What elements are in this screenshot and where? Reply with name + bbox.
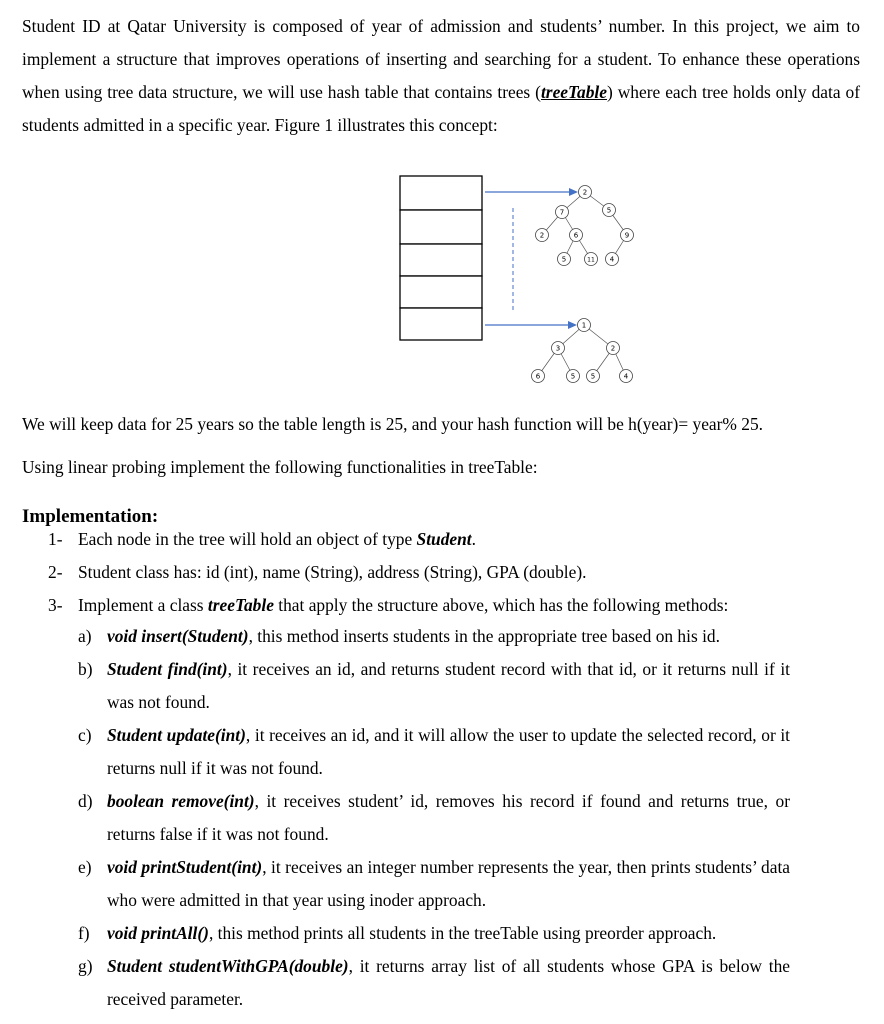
list-item-3: 3- Implement a class treeTable that apply the structure above, which has the following methods: (48, 595, 729, 615)
table-slot-3 (400, 244, 482, 276)
tree2-label-l: 3 (555, 344, 561, 353)
tree1-label-r: 5 (606, 206, 612, 215)
tree1-label-rr: 9 (624, 231, 630, 240)
table-slot-1 (400, 176, 482, 210)
list-item-1: 1- Each node in the tree will hold an object of type Student. (48, 529, 476, 549)
method-remove: d) boolean remove(int), it receives student’ id, removes his record if found and returns true, or returns false if it was not found. (78, 791, 790, 844)
table-slot-2 (400, 210, 482, 244)
intro-paragraph (22, 10, 860, 142)
tree2-label-rl: 5 (590, 372, 596, 381)
method-print-student: e) void printStudent(int), it receives an integer number represents the year, then prints students’ data who were admitted in that year using inoder approach. (78, 857, 790, 910)
tree1-label-rrl: 4 (609, 255, 615, 264)
arrow-1 (485, 188, 578, 196)
hash-table (400, 176, 482, 340)
tree1-label-lrl: 5 (561, 255, 567, 264)
figure-hash-table-trees (395, 170, 655, 395)
implementation-heading: Implementation: (22, 506, 159, 527)
linear-probing-line: Using linear probing implement the following functionalities in treeTable: (22, 457, 538, 477)
tree2-label-root: 1 (581, 321, 587, 330)
method-student-with-gpa: g) Student studentWithGPA(double), it returns array list of all students whose GPA is below the received parameter. (78, 956, 790, 1009)
method-insert: a) void insert(Student), this method inserts students in the appropriate tree based on his id. (78, 626, 720, 646)
tree1-label-lrr: 11 (587, 256, 595, 264)
method-print-all: f) void printAll(), this method prints all students in the treeTable using preorder approach. (78, 923, 717, 943)
methods-list (78, 620, 790, 1016)
tree2-label-ll: 6 (535, 372, 541, 381)
intro-text-1: Student ID at Qatar University is composed of year of admission and students’ number. In this project, we aim to implement a structure that improves operations of inserting and searching for a student. To enhance these operations when using tree data structure, we will use hash table that contains trees ( (22, 16, 860, 102)
tree1-label-root: 2 (582, 188, 588, 197)
tree1-label-ll: 2 (539, 231, 545, 240)
table-slot-5 (400, 308, 482, 340)
tree2-label-rr: 4 (623, 372, 629, 381)
arrow-2 (485, 321, 577, 329)
tree-1 (536, 186, 634, 266)
list-item-2: 2- Student class has: id (int), name (String), address (String), GPA (double). (48, 562, 587, 582)
method-update: c) Student update(int), it receives an id, and it will allow the user to update the selected record, or it returns null if it was not found. (78, 725, 790, 778)
tree2-label-r: 2 (610, 344, 616, 353)
treetable-term: treeTable (540, 82, 607, 102)
method-find: b) Student find(int), it receives an id, and returns student record with that id, or it returns null if it was not found. (78, 659, 790, 712)
tree1-label-lr: 6 (573, 231, 579, 240)
table-slot-4 (400, 276, 482, 308)
tree1-label-l: 7 (559, 208, 565, 217)
hash-function-line: We will keep data for 25 years so the table length is 25, and your hash function will be h(year)= year% 25. (22, 414, 764, 434)
tree2-label-lr: 5 (570, 372, 576, 381)
intro-text-2: ) where each tree holds only data of students admitted in a specific year. Figure 1 illustrates this concept: (22, 82, 860, 135)
tree-2 (532, 319, 633, 383)
